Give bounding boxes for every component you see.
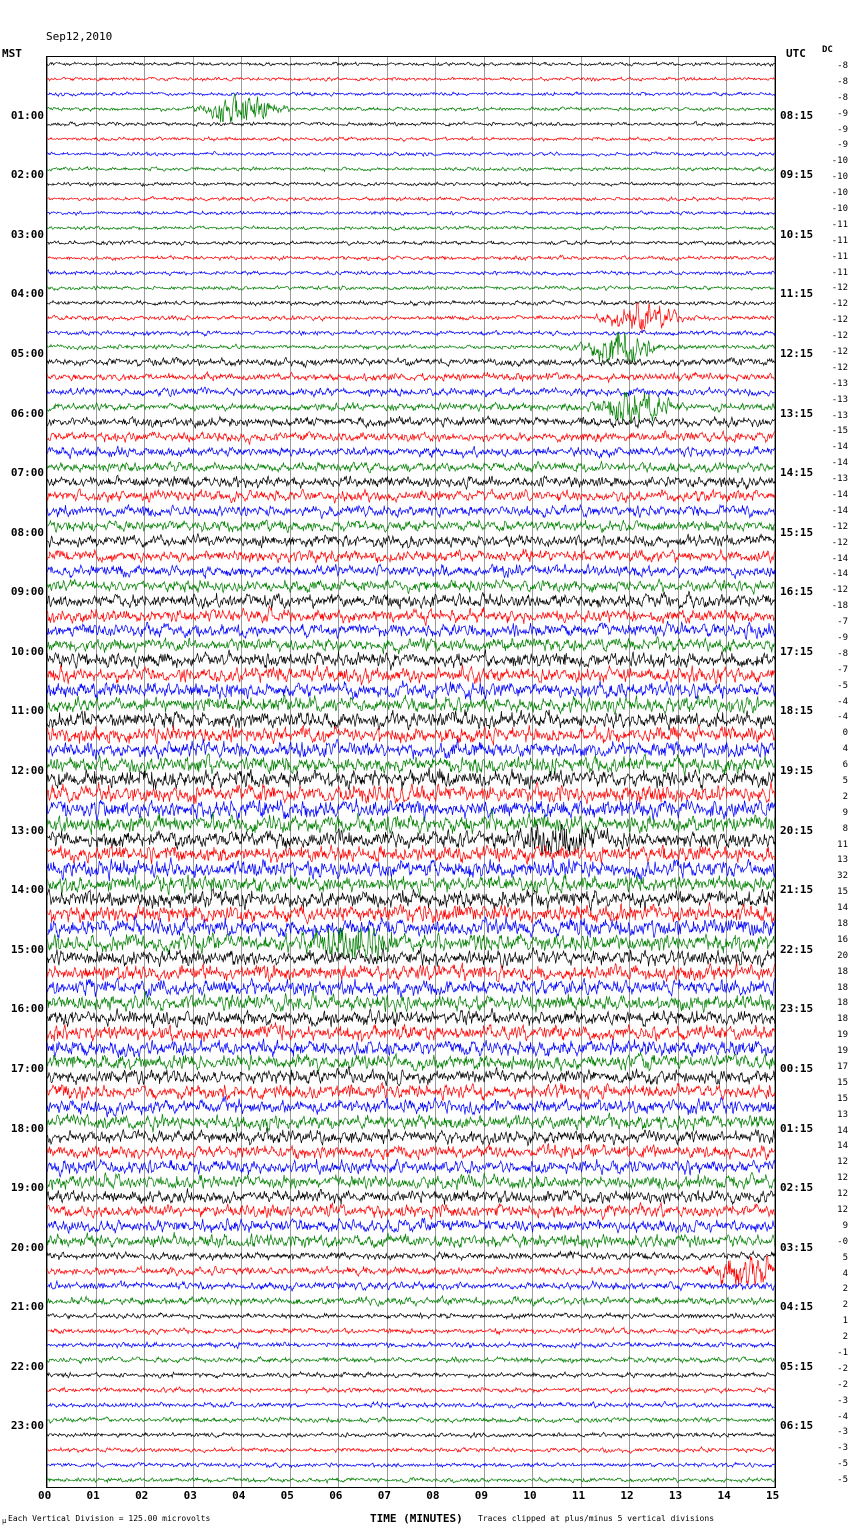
dc-value: 18	[837, 998, 848, 1009]
axis-label-utc: UTC	[786, 47, 806, 60]
dc-value: -12	[831, 315, 848, 326]
left-time-label: 12:00	[10, 764, 44, 777]
dc-value: 19	[837, 1030, 848, 1041]
dc-value: 15	[837, 1077, 848, 1088]
dc-value: -13	[831, 394, 848, 405]
left-time-label: 13:00	[10, 823, 44, 837]
left-time-label: 04:00	[10, 287, 44, 301]
x-tick-label: 04	[232, 1489, 246, 1502]
dc-value: -9	[837, 124, 848, 135]
left-time-label: 03:00	[10, 227, 44, 241]
right-time-label: 17:15	[780, 644, 814, 658]
dc-value: -5	[837, 1459, 848, 1470]
dc-value: -5	[837, 1475, 848, 1486]
right-time-label: 12:15	[780, 346, 814, 360]
dc-value: -1	[837, 1348, 848, 1358]
dc-value: -5	[837, 680, 848, 691]
dc-value: 16	[837, 934, 848, 945]
dc-value: -10	[831, 156, 848, 167]
dc-value: -18	[831, 601, 848, 612]
right-time-label: 10:15	[780, 227, 814, 241]
right-time-label: 03:15	[780, 1240, 814, 1254]
left-time-label: 17:00	[10, 1061, 44, 1075]
dc-value: 17	[837, 1062, 848, 1072]
left-time-label: 01:00	[10, 108, 44, 122]
left-time-label: 21:00	[10, 1300, 44, 1314]
dc-value: 20	[837, 950, 848, 961]
dc-value: 9	[842, 1220, 848, 1231]
dc-value: 5	[842, 1252, 848, 1263]
dc-value: -10	[831, 172, 848, 183]
right-time-label: 06:15	[780, 1419, 814, 1433]
x-tick-label: 15	[766, 1489, 780, 1502]
dc-value: 18	[837, 919, 848, 929]
dc-value: -11	[831, 235, 848, 246]
dc-value: 14	[837, 1141, 848, 1152]
left-time-label: 11:00	[10, 704, 44, 718]
dc-value: 1	[842, 1316, 848, 1327]
dc-value: -14	[831, 458, 848, 469]
dc-value: -15	[831, 426, 848, 437]
dc-value: 18	[837, 966, 848, 977]
footer-clip: Traces clipped at plus/minus 5 vertical divisions	[478, 1514, 715, 1523]
x-tick-label: 09	[474, 1489, 489, 1502]
left-time-label: 15:00	[10, 942, 44, 956]
micro-symbol: μ	[2, 1517, 7, 1525]
dc-value: 2	[842, 1332, 848, 1343]
dc-value: -3	[837, 1427, 848, 1438]
dc-value: -3	[837, 1395, 848, 1406]
dc-value: -8	[837, 76, 848, 87]
dc-value: -7	[837, 664, 848, 675]
dc-value: 6	[842, 760, 848, 771]
dc-value: -9	[837, 140, 848, 151]
dc-value: 12	[837, 1173, 848, 1184]
left-time-label: 19:00	[10, 1181, 44, 1195]
left-time-label: 06:00	[10, 406, 44, 420]
dc-value: -12	[831, 283, 848, 294]
dc-value: -11	[831, 267, 848, 278]
dc-value: -11	[831, 251, 848, 262]
dc-value: -4	[837, 696, 848, 707]
dc-value: -13	[831, 378, 848, 389]
dc-value: -14	[831, 490, 848, 500]
left-time-label: 20:00	[10, 1240, 44, 1254]
x-tick-label: 10	[523, 1489, 537, 1502]
right-time-label: 19:15	[780, 764, 814, 777]
dc-value: -13	[831, 474, 848, 485]
dc-value: -13	[831, 410, 848, 421]
dc-value: -11	[831, 219, 848, 230]
right-time-label: 15:15	[780, 525, 814, 539]
right-time-label: 11:15	[780, 287, 814, 301]
dc-value: 0	[842, 728, 848, 739]
dc-value: 13	[837, 855, 848, 866]
right-time-label: 22:15	[780, 942, 814, 956]
seismogram-plot	[46, 56, 776, 1488]
left-time-label: 23:00	[10, 1419, 44, 1433]
left-time-label: 09:00	[10, 585, 44, 599]
dc-value: -10	[831, 188, 848, 199]
dc-value: 2	[842, 1300, 848, 1311]
x-tick-label: 07	[377, 1489, 391, 1502]
dc-value: -8	[837, 92, 848, 103]
dc-value: 32	[837, 871, 848, 882]
left-time-label: 16:00	[10, 1002, 44, 1016]
footer-scale: Each Vertical Division = 125.00 microvolts	[8, 1514, 211, 1523]
dc-value: 13	[837, 1109, 848, 1120]
x-tick-label: 11	[571, 1489, 586, 1502]
right-time-label: 20:15	[780, 823, 814, 837]
dc-value: 2	[842, 791, 848, 802]
left-time-label: 02:00	[10, 168, 44, 182]
dc-value: -2	[837, 1363, 848, 1374]
right-time-label: 08:15	[780, 108, 814, 122]
dc-value: -12	[831, 585, 848, 596]
dc-value: -12	[831, 521, 848, 532]
dc-value: -2	[837, 1379, 848, 1390]
dc-value: 9	[842, 807, 848, 818]
header-date: Sep12,2010	[46, 30, 113, 43]
dc-value: 8	[842, 823, 848, 834]
right-time-label: 13:15	[780, 406, 814, 420]
right-time-label: 18:15	[780, 704, 814, 718]
trace-container	[47, 57, 775, 1487]
x-tick-label: 12	[620, 1489, 634, 1502]
right-time-label: 05:15	[780, 1359, 814, 1373]
dc-value: -0	[837, 1236, 848, 1247]
dc-value: 15	[837, 1093, 848, 1104]
x-tick-label: 02	[135, 1489, 149, 1502]
x-tick-label: 01	[86, 1489, 100, 1502]
left-time-label: 05:00	[10, 346, 44, 360]
left-time-label: 07:00	[10, 466, 44, 480]
right-time-label: 09:15	[780, 168, 814, 182]
dc-value: -8	[837, 648, 848, 659]
footer-xlabel: TIME (MINUTES)	[370, 1512, 463, 1525]
x-tick-label: 14	[717, 1489, 731, 1502]
dc-value: 19	[837, 1046, 848, 1057]
dc-value: 18	[837, 982, 848, 993]
dc-value: 4	[842, 744, 848, 755]
x-tick-label: 06	[329, 1489, 343, 1502]
axis-label-mst: MST	[2, 47, 22, 60]
dc-value: 18	[837, 1014, 848, 1025]
dc-value: -4	[837, 1411, 848, 1422]
dc-value: 2	[842, 1284, 848, 1295]
dc-value: -3	[837, 1443, 848, 1454]
x-axis-ticks	[0, 1489, 850, 1503]
dc-value: -14	[831, 553, 848, 564]
right-time-label: 01:15	[780, 1121, 814, 1135]
dc-value: -14	[831, 442, 848, 453]
dc-value: 11	[837, 839, 848, 850]
dc-value: 12	[837, 1205, 848, 1215]
dc-value: -7	[837, 617, 848, 628]
dc-value: -12	[831, 299, 848, 310]
dc-value: -12	[831, 362, 848, 373]
seismogram-trace	[47, 1463, 775, 1487]
x-tick-label: 08	[426, 1489, 440, 1502]
left-time-label: 10:00	[10, 644, 44, 658]
dc-value: 15	[837, 887, 848, 898]
dc-value: -8	[837, 61, 848, 71]
dc-value: 4	[842, 1268, 848, 1279]
axis-label-dc: DC	[822, 45, 833, 55]
dc-value: -9	[837, 108, 848, 119]
x-tick-label: 05	[280, 1489, 294, 1502]
right-time-label: 02:15	[780, 1181, 814, 1195]
dc-value: 14	[837, 1125, 848, 1136]
right-time-label: 04:15	[780, 1300, 814, 1314]
dc-value: 12	[837, 1189, 848, 1200]
dc-value: 12	[837, 1157, 848, 1168]
right-time-label: 21:15	[780, 883, 814, 897]
left-time-label: 22:00	[10, 1359, 44, 1373]
dc-value: 14	[837, 903, 848, 914]
left-time-label: 18:00	[10, 1121, 44, 1135]
x-tick-label: 03	[183, 1489, 197, 1502]
left-time-label: 14:00	[10, 883, 44, 897]
right-time-label: 23:15	[780, 1002, 814, 1016]
x-tick-label: 00	[38, 1489, 52, 1502]
dc-value: 5	[842, 776, 848, 786]
right-time-label: 00:15	[780, 1061, 814, 1075]
right-time-label: 16:15	[780, 585, 814, 599]
left-time-label: 08:00	[10, 525, 44, 539]
dc-value: -12	[831, 331, 848, 342]
dc-value: -14	[831, 569, 848, 580]
dc-value: -12	[831, 537, 848, 548]
dc-value: -14	[831, 505, 848, 516]
dc-value: -4	[837, 712, 848, 723]
right-time-label: 14:15	[780, 466, 814, 480]
dc-value: -9	[837, 633, 848, 643]
dc-value: -10	[831, 204, 848, 214]
dc-value: -12	[831, 347, 848, 357]
x-tick-label: 13	[668, 1489, 683, 1502]
